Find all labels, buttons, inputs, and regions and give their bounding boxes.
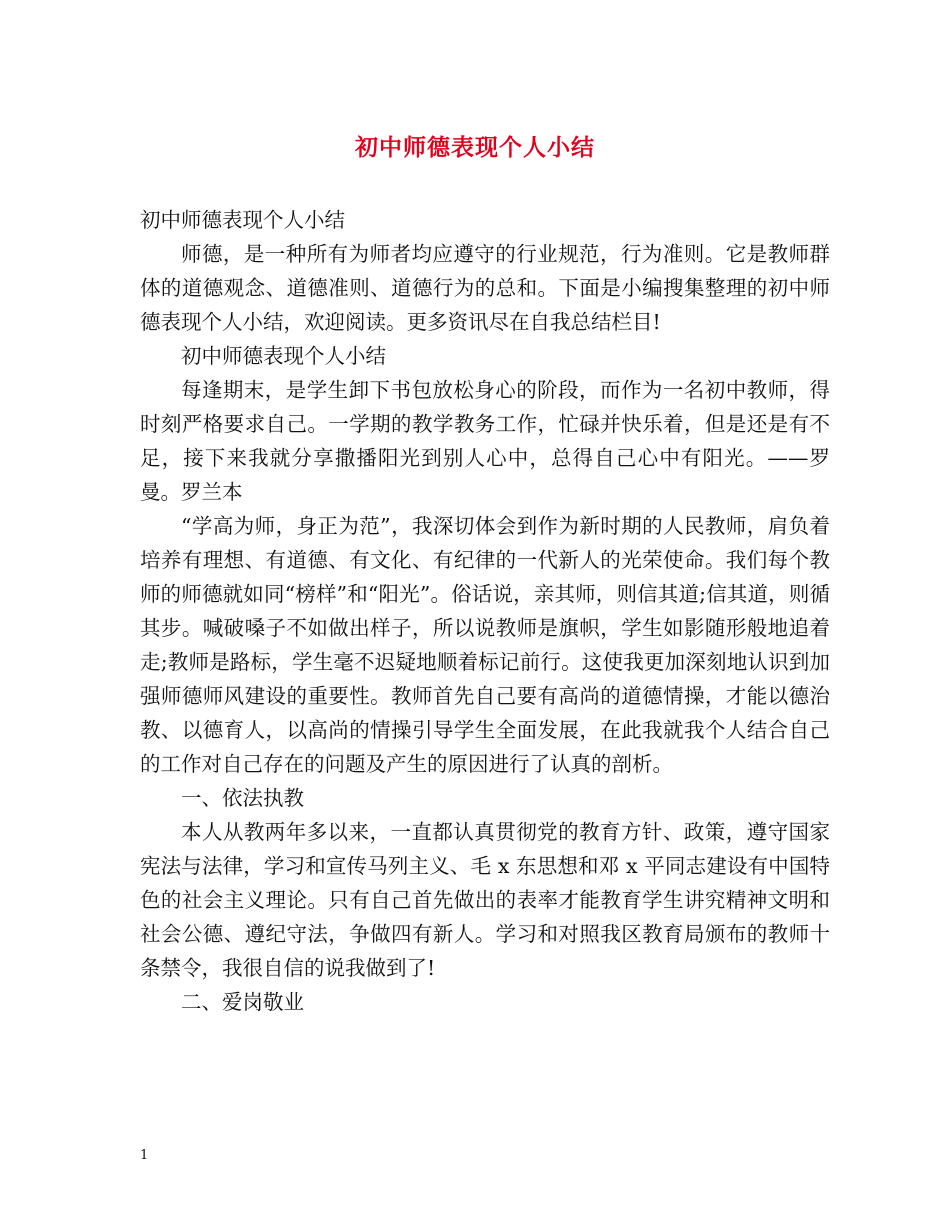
body-paragraph: “学高为师，身正为范”，我深切体会到作为新时期的人民教师，肩负着培养有理想、有道德、有文化、有纪律的一代新人的光荣使命。我们每个教师的师德就如同“榜样”和“阳光”。俗话说，亲其师，则信其道;信其道，则循其步。喊破嗓子不如做出样子，所以说教师是旗帜，学生如影随形般地追着走;教师是路标，学生毫不迟疑地顺着标记前行。这使我更加深刻地认识到加强师德师风建设的重要性。教师首先自己要有高尚的道德情操，才能以德治教、以德育人，以高尚的情操引导学生全面发展，在此我就我个人结合自己的工作对自己存在的问题及产生的原因进行了认真的剖析。 [140,514,830,776]
document-body [140,203,830,1019]
body-paragraph: 本人从教两年多以来，一直都认真贯彻党的教育方针、政策，遵守国家宪法与法律，学习和宣传马列主义、毛 x 东思想和邓 x 平同志建设有中国特色的社会主义理论。只有自己首先做出的表率才能教育学生讲究精神文明和社会公德、遵纪守法，争做四有新人。学习和对照我区教育局颁布的教师十条禁令，我很自信的说我做到了! [140,820,830,980]
subtitle-line: 初中师德表现个人小结 [140,208,345,232]
intro-paragraph: 师德，是一种所有为师者均应遵守的行业规范，行为准则。它是教师群体的道德观念、道德准则、道德行为的总和。下面是小编搜集整理的初中师德表现个人小结，欢迎阅读。更多资讯尽在自我总结栏目! [140,242,830,334]
section-heading: 二、爱岗敬业 [181,990,304,1014]
section-heading: 初中师德表现个人小结 [181,344,386,368]
section-heading: 一、依法执教 [181,786,304,810]
page-number: 1 [140,1148,149,1163]
document-title: 初中师德表现个人小结 [355,134,595,161]
body-paragraph: 每逢期末，是学生卸下书包放松身心的阶段，而作为一名初中教师，得时刻严格要求自己。一学期的教学教务工作，忙碌并快乐着，但是还是有不足，接下来我就分享撒播阳光到别人心中，总得自己心中有阳光。——罗曼。罗兰本 [140,378,830,504]
